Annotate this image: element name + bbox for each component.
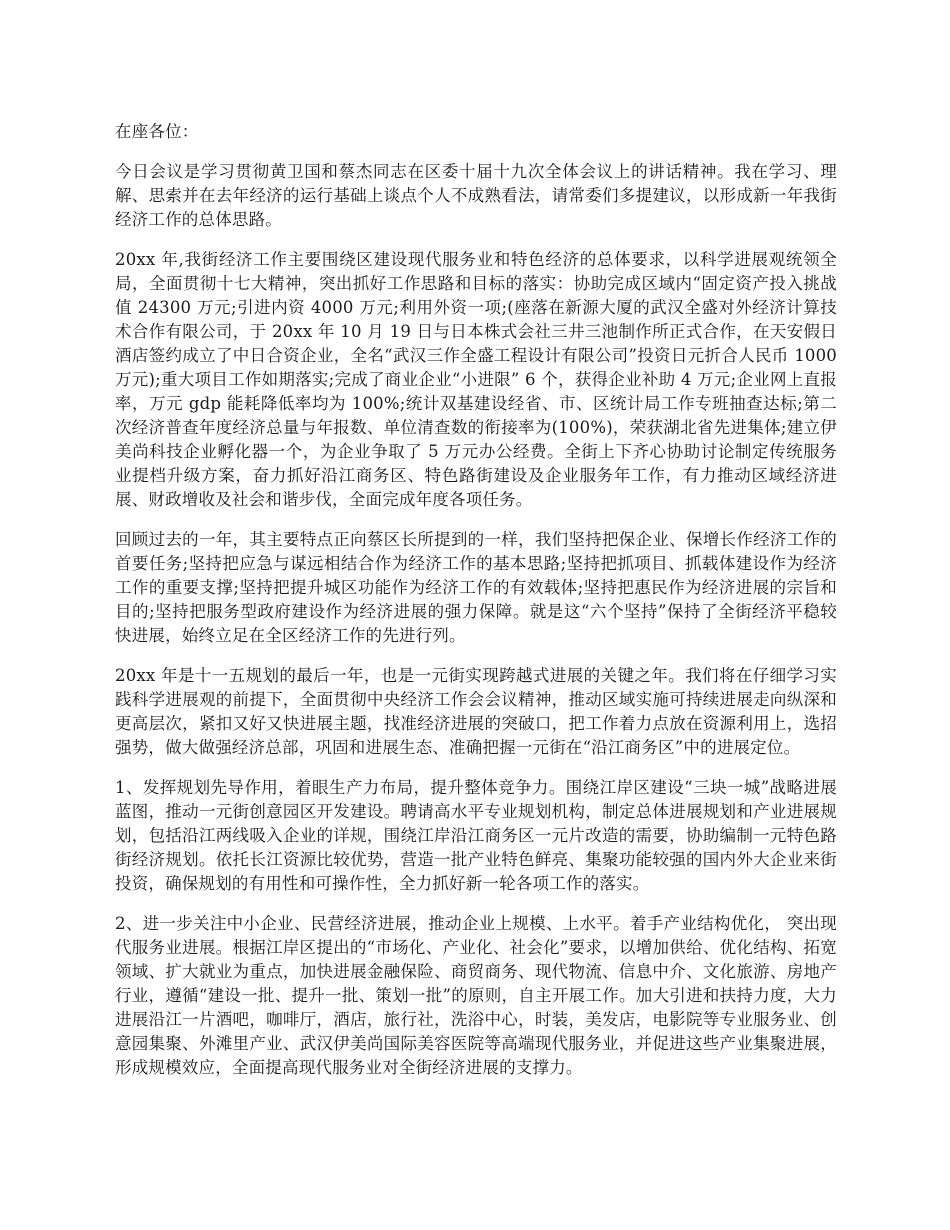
- document-page: [115, 120, 837, 1096]
- paragraph-six-persistences: 回顾过去的一年，其主要特点正向蔡区长所提到的一样，我们坚持把保企业、保增长作经济工作的首要任务;坚持把应急与谋远相结合作为经济工作的基本思路;坚持把抓项目、抓载体建设作为经济工作的重要支撑;坚持把提升城区功能作为经济工作的有效载体;坚持把惠民作为经济进展的宗旨和目的;坚持把服务型政府建设作为经济进展的强力保障。就是这“六个坚持”保持了全街经济平稳较快进展，始终立足在全区经济工作的先进行列。: [115, 530, 837, 645]
- paragraph-plan-2010: 20xx 年是十一五规划的最后一年，也是一元街实现跨越式进展的关键之年。我们将在仔细学习实践科学进展观的前提下，全面贯彻中央经济工作会会议精神，推动区域实施可持续进展走向纵深和更高层次，紧扣又好又快进展主题，找准经济进展的突破口，把工作着力点放在资源利用上，选招强势，做大做强经济总部，巩固和进展生态、准确把握一元街在“沿江商务区”中的进展定位。: [115, 666, 837, 757]
- paragraph-intro: 今日会议是学习贯彻黄卫国和蔡杰同志在区委十届十九次全体会议上的讲话精神。我在学习、理解、思索并在去年经济的运行基础上谈点个人不成熟看法，请常委们多提建议，以形成新一年我街经济工作的总体思路。: [115, 162, 837, 229]
- salutation: 在座各位：: [115, 122, 199, 141]
- paragraph-review-2009: 20xx 年,我街经济工作主要围绕区建设现代服务业和特色经济的总体要求，以科学进展观统领全局，全面贯彻十七大精神，突出抓好工作思路和目标的落实：协助完成区域内“固定资产投入挑战值 24300 万元;引进内资 4000 万元;利用外资一项;(座落在新源大厦的武汉全盛对外经济计算技术合作有限公司，于 20xx 年 10 月 19 日与日本株式会社三井三池制作所正式合作，在天安假日酒店签约成立了中日合资企业，全名“武汉三作全盛工程设计有限公司”投资日元折合人民币 1000 万元);重大项目工作如期落实;完成了商业企业“小进限” 6 个，获得企业补助 4 万元;企业网上直报率，万元 gdp 能耗降低率均为 100%;统计双基建设经省、市、区统计局工作专班抽查达标;第二次经济普查年度经济总量与年报数、单位清查数的衔接率为(100%)，荣获湖北省先进集体;建立伊美尚科技企业孵化器一个，为企业争取了 5 万元办公经费。全街上下齐心协助讨论制定传统服务业提档升级方案，奋力抓好沿江商务区、特色路街建设及企业服务年工作，有力推动区域经济进展、财政增收及社会和谐步伐，全面完成年度各项任务。: [115, 250, 837, 509]
- paragraph-point-2: 2、进一步关注中小企业、民营经济进展，推动企业上规模、上水平。着手产业结构优化， 突出现代服务业进展。根据江岸区提出的“市场化、产业化、社会化”要求，以增加供给、优化结构、拓宽领域、扩大就业为重点，加快进展金融保险、商贸商务、现代物流、信息中介、文化旅游、房地产行业，遵循“建设一批、提升一批、策划一批”的原则，自主开展工作。加大引进和扶持力度，大力进展沿江一片酒吧，咖啡厅，酒店，旅行社，洗浴中心，时装，美发店，电影院等专业服务业、创意园集聚、外滩里产业、武汉伊美尚国际美容医院等高端现代服务业，并促进这些产业集聚进展，形成规模效应，全面提高现代服务业对全街经济进展的支撑力。: [115, 914, 837, 1077]
- paragraph-point-1: 1、发挥规划先导作用，着眼生产力布局，提升整体竞争力。围绕江岸区建设“三块一城”战略进展蓝图，推动一元街创意园区开发建设。聘请高水平专业规划机构，制定总体进展规划和产业进展规划，包括沿江两线吸入企业的详规，围绕江岸沿江商务区一元片改造的需要，协助编制一元特色路街经济规划。依托长江资源比较优势，营造一批产业特色鲜亮、集聚功能较强的国内外大企业来街投资，确保规划的有用性和可操作性，全力抓好新一轮各项工作的落实。: [115, 778, 837, 893]
